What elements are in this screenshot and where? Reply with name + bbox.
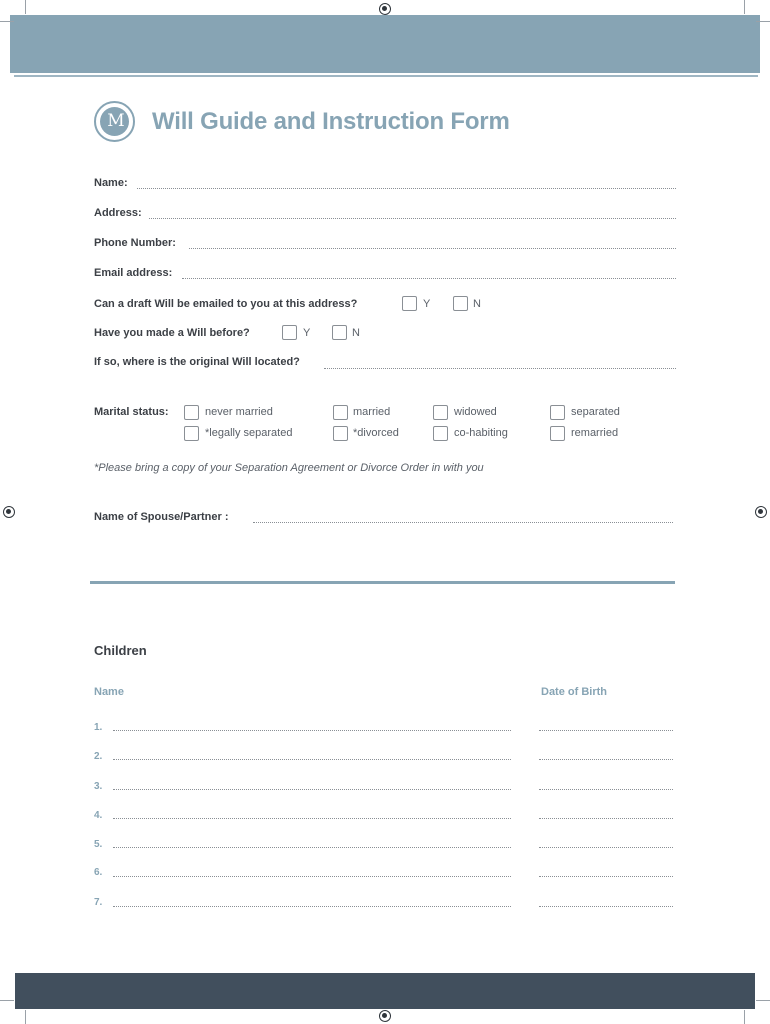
will-before-no-label: N bbox=[352, 327, 360, 339]
child-row-number: 1. bbox=[94, 722, 103, 733]
draft-email-yes-label: Y bbox=[423, 298, 431, 310]
marital-co-habiting-checkbox[interactable] bbox=[433, 426, 448, 441]
marital-option-label: remarried bbox=[571, 427, 619, 439]
child-name-field[interactable] bbox=[113, 906, 511, 907]
registration-mark-icon bbox=[379, 1010, 391, 1022]
address-label: Address: bbox=[94, 207, 142, 219]
email-label: Email address: bbox=[94, 267, 173, 279]
children-name-column-header: Name bbox=[94, 686, 124, 698]
marital-option-label: *divorced bbox=[353, 427, 399, 439]
child-dob-field[interactable] bbox=[539, 876, 673, 877]
crop-mark bbox=[25, 0, 26, 14]
draft-email-no-checkbox[interactable] bbox=[453, 296, 468, 311]
child-dob-field[interactable] bbox=[539, 730, 673, 731]
draft-email-yes-checkbox[interactable] bbox=[402, 296, 417, 311]
draft-email-no-label: N bbox=[473, 298, 481, 310]
footer-band bbox=[15, 973, 755, 1009]
crop-mark bbox=[0, 21, 14, 22]
marital-married-checkbox[interactable] bbox=[333, 405, 348, 420]
registration-mark-icon bbox=[755, 506, 767, 518]
marital-option-label: co-habiting bbox=[454, 427, 508, 439]
crop-mark bbox=[756, 21, 770, 22]
child-name-field[interactable] bbox=[113, 789, 511, 790]
child-name-field[interactable] bbox=[113, 730, 511, 731]
phone-label: Phone Number: bbox=[94, 237, 176, 249]
crop-mark bbox=[744, 1010, 745, 1024]
child-dob-field[interactable] bbox=[539, 847, 673, 848]
spouse-field[interactable] bbox=[253, 522, 673, 523]
name-label: Name: bbox=[94, 177, 128, 189]
email-field[interactable] bbox=[182, 278, 676, 279]
child-name-field[interactable] bbox=[113, 876, 511, 877]
child-dob-field[interactable] bbox=[539, 906, 673, 907]
marital-legally-separated-checkbox[interactable] bbox=[184, 426, 199, 441]
will-before-yes-checkbox[interactable] bbox=[282, 325, 297, 340]
marital-separated-checkbox[interactable] bbox=[550, 405, 565, 420]
phone-field[interactable] bbox=[189, 248, 676, 249]
registration-mark-icon bbox=[3, 506, 15, 518]
child-row-number: 6. bbox=[94, 867, 103, 878]
original-will-location-field[interactable] bbox=[324, 368, 676, 369]
spouse-label: Name of Spouse/Partner : bbox=[94, 511, 229, 523]
will-before-question: Have you made a Will before? bbox=[94, 327, 250, 339]
marital-option-label: never married bbox=[205, 406, 273, 418]
child-name-field[interactable] bbox=[113, 818, 511, 819]
crop-mark bbox=[0, 1000, 14, 1001]
marital-option-label: *legally separated bbox=[205, 427, 293, 439]
section-divider bbox=[90, 581, 675, 584]
child-name-field[interactable] bbox=[113, 847, 511, 848]
logo-monogram: M bbox=[100, 107, 129, 136]
marital-remarried-checkbox[interactable] bbox=[550, 426, 565, 441]
name-field[interactable] bbox=[137, 188, 676, 189]
child-row-number: 3. bbox=[94, 781, 103, 792]
child-row-number: 4. bbox=[94, 810, 103, 821]
registration-mark-icon bbox=[379, 3, 391, 15]
header-rule bbox=[14, 75, 758, 77]
child-row-number: 5. bbox=[94, 839, 103, 850]
child-row-number: 2. bbox=[94, 751, 103, 762]
marital-never-married-checkbox[interactable] bbox=[184, 405, 199, 420]
children-dob-column-header: Date of Birth bbox=[541, 686, 607, 698]
will-before-yes-label: Y bbox=[303, 327, 311, 339]
marital-status-label: Marital status: bbox=[94, 406, 169, 418]
will-before-no-checkbox[interactable] bbox=[332, 325, 347, 340]
child-dob-field[interactable] bbox=[539, 818, 673, 819]
draft-email-question: Can a draft Will be emailed to you at this address? bbox=[94, 298, 358, 310]
children-heading: Children bbox=[94, 643, 147, 658]
child-dob-field[interactable] bbox=[539, 789, 673, 790]
child-dob-field[interactable] bbox=[539, 759, 673, 760]
crop-mark bbox=[25, 1010, 26, 1024]
address-field[interactable] bbox=[149, 218, 676, 219]
crop-mark bbox=[744, 0, 745, 14]
separation-note: *Please bring a copy of your Separation Agreement or Divorce Order in with you bbox=[94, 462, 484, 474]
page-title: Will Guide and Instruction Form bbox=[152, 108, 510, 135]
child-name-field[interactable] bbox=[113, 759, 511, 760]
marital-option-label: married bbox=[353, 406, 391, 418]
marital-option-label: widowed bbox=[454, 406, 497, 418]
marital-widowed-checkbox[interactable] bbox=[433, 405, 448, 420]
header-band bbox=[10, 15, 760, 73]
logo bbox=[94, 101, 135, 142]
crop-mark bbox=[756, 1000, 770, 1001]
child-row-number: 7. bbox=[94, 897, 103, 908]
marital-divorced-checkbox[interactable] bbox=[333, 426, 348, 441]
marital-option-label: separated bbox=[571, 406, 620, 418]
original-will-location-label: If so, where is the original Will located? bbox=[94, 356, 300, 368]
